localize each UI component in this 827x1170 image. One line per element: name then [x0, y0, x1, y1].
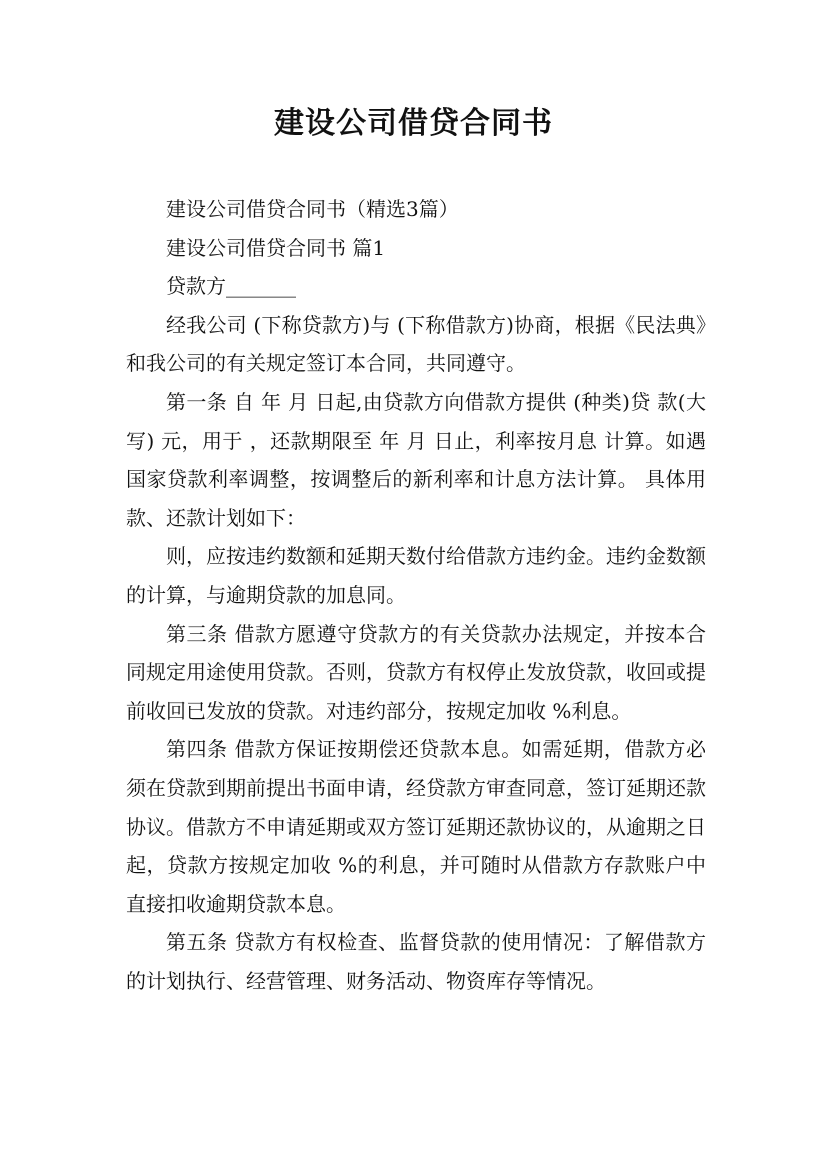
paragraph-section-heading: 建设公司借贷合同书 篇1	[166, 235, 386, 260]
paragraph-lender: 贷款方_______	[166, 274, 296, 299]
paragraph-article-1: 第一条 自 年 月 日起,由贷款方向借款方提供 (种类)贷 款(大写) 元，用于 ，还款期限至 年 月 日止，利率按月息 计算。如遇国家贷款利率调整，按调整后的新利率和计息方法计算。 具体用款、还款计划如下：	[126, 389, 706, 530]
paragraph-penalty: 则，应按违约数额和延期天数付给借款方违约金。违约金数额的计算，与逾期贷款的加息同。	[126, 544, 706, 607]
paragraph-article-4: 第四条 借款方保证按期偿还贷款本息。如需延期，借款方必须在贷款到期前提出书面申请，经贷款方审查同意，签订延期还款协议。借款方不申请延期或双方签订延期还款协议的，从逾期之日起，贷款方按规定加收 %的利息，并可随时从借款方存款账户中直接扣收逾期贷款本息。	[126, 737, 706, 916]
paragraph-subtitle: 建设公司借贷合同书（精选3篇）	[166, 197, 459, 221]
document-title: 建设公司借贷合同书	[274, 106, 553, 141]
paragraph-intro: 经我公司 (下称贷款方)与 (下称借款方)协商，根据《民法典》和我公司的有关规定签订本合同，共同遵守。	[126, 312, 706, 376]
document-body	[126, 190, 706, 1000]
paragraph-article-3: 第三条 借款方愿遵守贷款方的有关贷款办法规定，并按本合同规定用途使用贷款。否则，贷款方有权停止发放贷款，收回或提前收回已发放的贷款。对违约部分，按规定加收 %利息。	[126, 621, 706, 723]
paragraph-article-5: 第五条 贷款方有权检查、监督贷款的使用情况：了解借款方的计划执行、经营管理、财务活动、物资库存等情况。	[126, 930, 706, 993]
